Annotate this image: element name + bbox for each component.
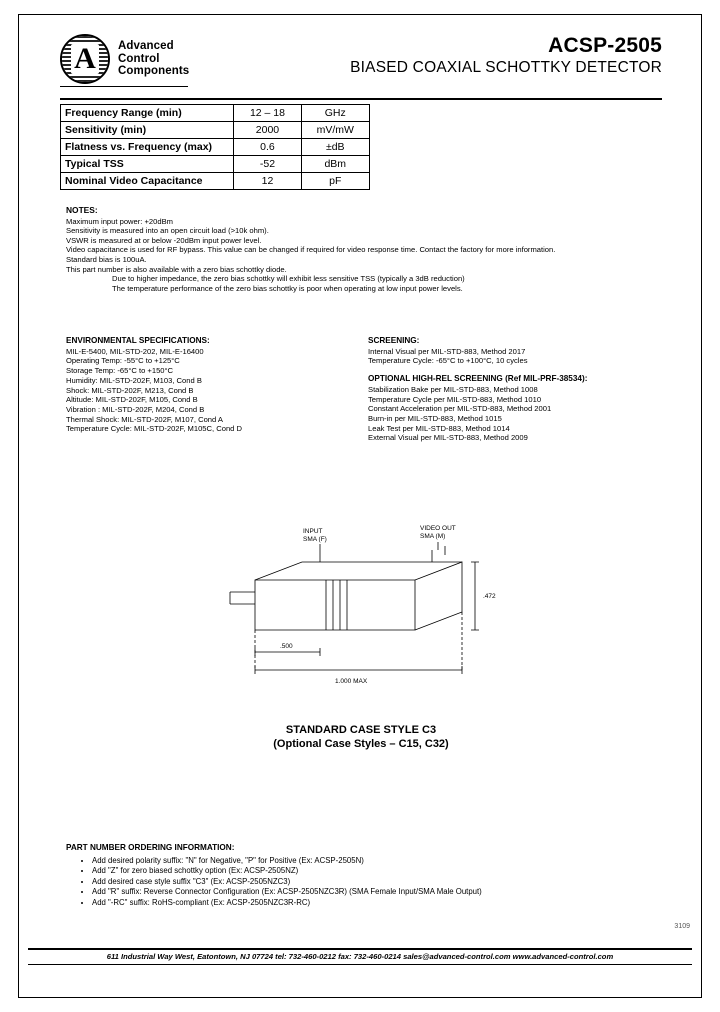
screening-section <box>368 336 668 443</box>
body-side <box>415 562 462 630</box>
notes-line: This part number is also available with a zero bias schottky diode. <box>66 264 287 274</box>
table-row <box>61 122 370 139</box>
notes-line: VSWR is measured at or below -20dBm input power level. <box>66 235 262 245</box>
spec-param: Flatness vs. Frequency (max) <box>61 139 234 156</box>
spec-param: Frequency Range (min) <box>61 105 234 122</box>
environmental-title: ENVIRONMENTAL SPECIFICATIONS: <box>66 336 210 345</box>
logo-circle-icon <box>60 34 110 84</box>
case-style-line1: STANDARD CASE STYLE C3 <box>285 724 437 736</box>
table-row <box>61 156 370 173</box>
screening-line: Temperature Cycle: -65°C to +100°C, 10 cycles <box>368 356 528 366</box>
part-header <box>350 34 662 78</box>
ordering-section <box>66 843 666 909</box>
notes-section <box>66 206 666 293</box>
dim-bottom-text: 1.000 MAX <box>335 678 368 685</box>
screening-line: Internal Visual per MIL-STD-883, Method 2017 <box>368 346 526 356</box>
label-input-line2: SMA (F) <box>303 536 327 543</box>
dim-bottom-line <box>255 666 462 674</box>
spec-value: 12 <box>234 173 301 190</box>
environmental-line: Temperature Cycle: MIL-STD-202F, M105C, Cond D <box>66 424 242 434</box>
list-item: • Add desired case style suffix "C3" (Ex: ACSP-2505NZC3) <box>92 877 666 888</box>
page-title: ACSP-2505 <box>548 34 662 57</box>
list-item: • Add "-RC" suffix: RoHS-compliant (Ex: ACSP-2505NZC3R-RC) <box>92 898 666 909</box>
drawing-svg <box>200 520 530 710</box>
environmental-line: Shock: MIL-STD-202F, M213, Cond B <box>66 385 194 395</box>
notes-subline: The temperature performance of the zero bias schottky is poor when operating at low input power levels. <box>112 283 463 293</box>
environmental-line: Vibration : MIL-STD-202F, M204, Cond B <box>66 404 205 414</box>
spec-param: Typical TSS <box>61 156 234 173</box>
footer-divider-bottom <box>28 964 692 965</box>
optional-screening-line: Constant Acceleration per MIL-STD-883, Method 2001 <box>368 404 552 414</box>
logo-letter: A <box>71 44 99 74</box>
case-style-caption <box>60 723 662 751</box>
body-fins <box>326 580 347 630</box>
spec-value: 2000 <box>234 122 301 139</box>
company-logo <box>60 34 189 84</box>
company-name-line2: Control <box>118 52 160 65</box>
specifications-table <box>60 104 370 190</box>
environmental-line: Thermal Shock: MIL-STD-202F, M107, Cond A <box>66 414 223 424</box>
spec-value: 12 – 18 <box>234 105 301 122</box>
environmental-line: Operating Temp: -55°C to +125°C <box>66 356 180 366</box>
optional-screening-line: Burn-in per MIL-STD-883, Method 1015 <box>368 413 502 423</box>
spec-unit: pF <box>301 173 370 190</box>
spec-table-body <box>61 105 370 190</box>
table-row <box>61 139 370 156</box>
notes-line: Video capacitance is used for RF bypass. This value can be changed if required for video response time. Contact the factory for more information. <box>66 245 556 255</box>
ordering-list <box>66 856 666 909</box>
notes-line: Sensitivity is measured into an open circuit load (>10k ohm). <box>66 226 269 236</box>
header-divider <box>60 98 662 100</box>
notes-line: Maximum input power: +20dBm <box>66 216 173 226</box>
footer-contact: 611 Industrial Way West, Eatontown, NJ 07724 tel: 732-460-0212 fax: 732-460-0214 sales@advanced-control.com www.advanced-control.com <box>106 952 614 961</box>
list-item: • Add "R" suffix: Reverse Connector Configuration (Ex: ACSP-2505NZC3R) (SMA Female Input/SMA Male Output) <box>92 887 666 898</box>
spec-unit: dBm <box>301 156 370 173</box>
input-connector <box>230 592 255 604</box>
spec-param: Sensitivity (min) <box>61 122 234 139</box>
table-row <box>61 105 370 122</box>
company-name-line3: Components <box>118 65 190 78</box>
case-style-line2: (Optional Case Styles – C15, C32) <box>273 738 449 750</box>
page-header <box>60 34 662 94</box>
optional-screening-line: Temperature Cycle per MIL-STD-883, Method 1010 <box>368 394 542 404</box>
environmental-line: Altitude: MIL-STD-202F, M105, Cond B <box>66 395 198 405</box>
screening-title: SCREENING: <box>368 336 420 345</box>
dim-right-text: .472 <box>483 593 496 600</box>
mechanical-drawing <box>200 520 530 710</box>
company-name-line1: Advanced <box>118 40 174 53</box>
spec-unit: mV/mW <box>301 122 370 139</box>
body-top <box>255 562 462 580</box>
list-item: • Add desired polarity suffix: "N" for Negative, "P" for Positive (Ex: ACSP-2505N) <box>92 856 666 867</box>
notes-subline: Due to higher impedance, the zero bias schottky will exhibit less sensitive TSS (typically a 3dB reduction) <box>112 274 465 284</box>
dim-bottom-left-text: .500 <box>280 643 293 650</box>
body-outline <box>255 580 415 630</box>
optional-screening-line: Stabilization Bake per MIL-STD-883, Method 1008 <box>368 384 538 394</box>
page-subtitle: BIASED COAXIAL SCHOTTKY DETECTOR <box>350 59 662 76</box>
dim-ext-lines <box>255 612 462 670</box>
environmental-line: Humidity: MIL-STD-202F, M103, Cond B <box>66 375 202 385</box>
drawing-labels <box>280 525 496 685</box>
optional-screening-title: OPTIONAL HIGH-REL SCREENING (Ref MIL-PRF-38534): <box>368 374 588 384</box>
optional-screening-line: Leak Test per MIL-STD-883, Method 1014 <box>368 423 510 433</box>
notes-line: Standard bias is 100uA. <box>66 254 147 264</box>
environmental-section <box>66 336 356 434</box>
spec-param: Nominal Video Capacitance <box>61 173 234 190</box>
video-out-connector <box>432 546 445 562</box>
notes-title: NOTES: <box>66 205 98 215</box>
ordering-title: PART NUMBER ORDERING INFORMATION: <box>66 843 235 852</box>
page-number: 3109 <box>674 923 690 930</box>
environmental-line: MIL-E-5400, MIL-STD-202, MIL-E-16400 <box>66 346 204 356</box>
environmental-line: Storage Temp: -65°C to +150°C <box>66 366 174 376</box>
label-input-line1: INPUT <box>303 528 323 535</box>
label-video-line1: VIDEO OUT <box>420 525 456 532</box>
spec-unit: GHz <box>301 105 370 122</box>
optional-screening-line: External Visual per MIL-STD-883, Method 2009 <box>368 433 528 443</box>
dim-right-line <box>471 562 479 630</box>
table-row <box>61 173 370 190</box>
spec-unit: ±dB <box>301 139 370 156</box>
logo-underline <box>60 86 188 87</box>
company-name <box>118 40 189 78</box>
footer-divider-top <box>28 948 692 950</box>
spec-value: 0.6 <box>234 139 301 156</box>
label-video-line2: SMA (M) <box>420 533 446 540</box>
screening-spacer <box>368 366 668 374</box>
list-item: • Add "Z" for zero biased schottky option (Ex: ACSP-2505NZ) <box>92 866 666 877</box>
spec-value: -52 <box>234 156 301 173</box>
